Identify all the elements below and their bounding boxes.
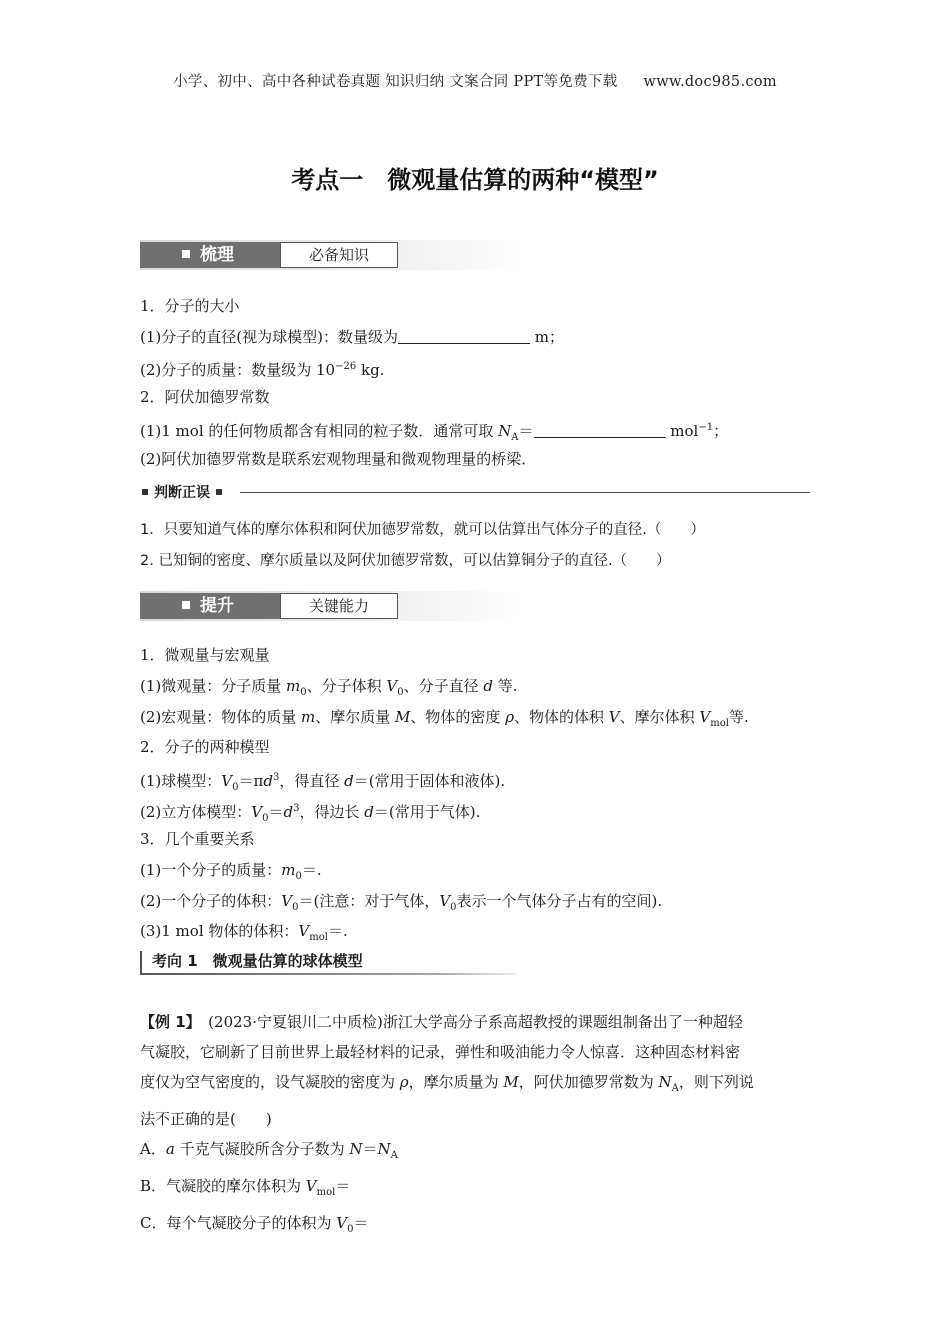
s2-relation-1: (1)一个分子的质量：$m_0=$. xyxy=(140,861,322,882)
page-header xyxy=(0,70,950,91)
example-1 xyxy=(140,1007,812,1245)
s1-line-3: (1)1 mol 的任何物质都含有相同的粒子数．通常可取 $N_A= mol^{-1}$； xyxy=(140,422,729,443)
square-icon xyxy=(182,250,190,258)
answer-blank-1 xyxy=(398,329,530,344)
banner-label: 提升 xyxy=(200,596,234,616)
option-a: A．a 千克气凝胶所含分子数为 $N=N_A$ xyxy=(140,1140,398,1161)
judge-question-1: 1．只要知道气体的摩尔体积和阿伏加德罗常数，就可以估算出气体分子的直径.（ ） xyxy=(140,522,705,538)
s2-heading-3: 3．几个重要关系 xyxy=(140,830,255,848)
s2-heading-2: 2．分子的两种模型 xyxy=(140,738,270,756)
banner-shuli xyxy=(140,240,520,270)
banner-sub: 关键能力 xyxy=(280,593,398,619)
divider xyxy=(240,492,810,493)
s1-heading-1: 1．分子的大小 xyxy=(140,297,240,315)
page-title: 考点一 微观量估算的两种“模型” xyxy=(291,166,659,194)
s2-relation-2: (2)一个分子的体积：$V_0=$(注意：对于气体，$V_0$表示一个气体分子占有的空间). xyxy=(140,892,663,913)
option-c: C．每个气凝胶分子的体积为 $V_0=$ xyxy=(140,1214,369,1235)
divider xyxy=(140,973,516,975)
s1-line-2: (2)分子的质量：数量级为 $10^{-26}$ kg. xyxy=(140,361,385,379)
square-icon xyxy=(182,601,190,609)
s2-macro: (2)宏观量：物体的质量 m、摩尔质量 M、物体的密度 ρ、物体的体积 V、摩尔体积 $V_{mol}$等. xyxy=(140,708,749,729)
kaoxiang-header xyxy=(140,947,520,975)
s2-cube-model: (2)立方体模型：$V_0=d^3$，得边长 d＝(常用于气体). xyxy=(140,803,481,824)
example-line-3: 度仅为空气密度的，设气凝胶的密度为 ρ，摩尔质量为 M，阿伏加德罗常数为 $N_A$，则下列说 xyxy=(140,1073,754,1094)
s1-line-1: (1)分子的直径(视为球模型)：数量级为 m； xyxy=(140,328,564,346)
header-text: 小学、初中、高中各种试卷真题 知识归纳 文案合同 PPT等免费下载 xyxy=(173,74,618,90)
s1-line-4: (2)阿伏加德罗常数是联系宏观物理量和微观物理量的桥梁． xyxy=(140,450,537,468)
example-line-4: 法不正确的是( ) xyxy=(140,1110,272,1128)
square-icon xyxy=(216,489,222,495)
banner-label-box xyxy=(140,242,280,268)
kaoxiang-label: 考向 1 微观量估算的球体模型 xyxy=(152,952,363,970)
judge-header xyxy=(140,483,810,503)
banner-tisheng xyxy=(140,591,520,621)
s2-micro: (1)微观量：分子质量 $m_0$、分子体积 $V_0$、分子直径 d 等. xyxy=(140,677,518,698)
example-line-1: 【例 1】 (2023·宁夏银川二中质检)浙江大学高分子系高超教授的课题组制备出了一种超轻 xyxy=(140,1013,743,1031)
banner-label: 梳理 xyxy=(200,245,234,265)
judge-question-2: 2. 已知铜的密度、摩尔质量以及阿伏加德罗常数，可以估算铜分子的直径.（ ） xyxy=(140,553,671,569)
banner-label-box xyxy=(140,593,280,619)
example-line-2: 气凝胶，它刷新了目前世界上最轻材料的记录，弹性和吸油能力令人惊喜．这种固态材料密 xyxy=(140,1043,741,1061)
answer-blank-2 xyxy=(534,423,666,438)
example-tag: 【例 1】 xyxy=(140,1013,194,1031)
judge-label: 判断正误 xyxy=(154,485,210,501)
s2-relation-3: (3)1 mol 物体的体积：$V_{mol}=$. xyxy=(140,922,348,943)
s1-heading-2: 2．阿伏加德罗常数 xyxy=(140,388,270,406)
header-url: www.doc985.com xyxy=(643,74,777,90)
option-b: B．气凝胶的摩尔体积为 $V_{mol}=$ xyxy=(140,1177,351,1198)
s2-heading-1: 1．微观量与宏观量 xyxy=(140,646,270,664)
banner-sub: 必备知识 xyxy=(280,242,398,268)
square-icon xyxy=(142,489,148,495)
divider xyxy=(140,951,142,975)
s2-sphere-model: (1)球模型：$V_0=\pi d^3$，得直径 d＝(常用于固体和液体). xyxy=(140,772,506,793)
